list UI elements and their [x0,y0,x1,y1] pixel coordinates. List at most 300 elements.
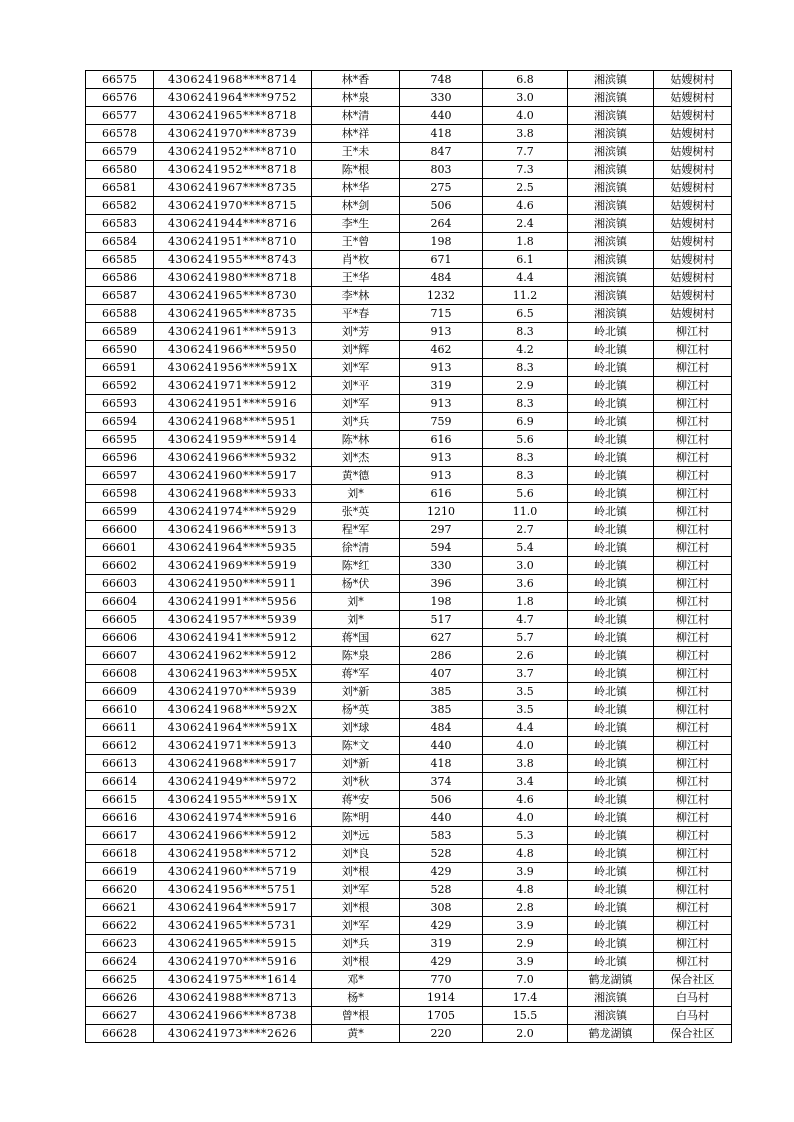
cell-town: 湘滨镇 [568,251,654,269]
table-row [86,179,732,197]
cell-rate: 3.5 [483,683,568,701]
cell-id-number-masked: 4306241969****5919 [154,557,312,575]
table-row [86,107,732,125]
cell-serial-number: 66596 [86,449,154,467]
cell-amount: 1210 [400,503,483,521]
cell-serial-number: 66622 [86,917,154,935]
cell-village: 柳江村 [654,863,732,881]
cell-town: 鹤龙湖镇 [568,1025,654,1043]
cell-town: 湘滨镇 [568,989,654,1007]
cell-village: 白马村 [654,1007,732,1025]
cell-amount: 429 [400,863,483,881]
cell-amount: 913 [400,449,483,467]
cell-town: 岭北镇 [568,647,654,665]
cell-village: 柳江村 [654,593,732,611]
cell-rate: 17.4 [483,989,568,1007]
table-row [86,197,732,215]
cell-serial-number: 66608 [86,665,154,683]
cell-village: 姑嫂树村 [654,143,732,161]
cell-id-number-masked: 4306241968****592X [154,701,312,719]
cell-village: 柳江村 [654,791,732,809]
cell-amount: 198 [400,593,483,611]
cell-rate: 4.6 [483,197,568,215]
cell-person-name-masked: 刘*根 [312,863,400,881]
cell-serial-number: 66591 [86,359,154,377]
cell-id-number-masked: 4306241949****5972 [154,773,312,791]
table-row [86,323,732,341]
cell-id-number-masked: 4306241965****8735 [154,305,312,323]
cell-serial-number: 66595 [86,431,154,449]
cell-amount: 528 [400,845,483,863]
cell-person-name-masked: 曾*根 [312,1007,400,1025]
table-row [86,503,732,521]
cell-person-name-masked: 程*军 [312,521,400,539]
table-row [86,827,732,845]
cell-town: 湘滨镇 [568,89,654,107]
cell-id-number-masked: 4306241968****5951 [154,413,312,431]
cell-serial-number: 66599 [86,503,154,521]
cell-serial-number: 66579 [86,143,154,161]
cell-serial-number: 66593 [86,395,154,413]
cell-person-name-masked: 陈*明 [312,809,400,827]
table-row [86,593,732,611]
cell-id-number-masked: 4306241960****5719 [154,863,312,881]
cell-id-number-masked: 4306241970****5916 [154,953,312,971]
cell-town: 岭北镇 [568,809,654,827]
cell-person-name-masked: 蒋*军 [312,665,400,683]
cell-person-name-masked: 刘*新 [312,683,400,701]
cell-id-number-masked: 4306241966****5912 [154,827,312,845]
cell-person-name-masked: 刘* [312,485,400,503]
cell-town: 岭北镇 [568,431,654,449]
cell-rate: 4.6 [483,791,568,809]
cell-amount: 506 [400,791,483,809]
cell-rate: 1.8 [483,593,568,611]
cell-rate: 3.0 [483,557,568,575]
cell-id-number-masked: 4306241968****5933 [154,485,312,503]
cell-id-number-masked: 4306241952****8710 [154,143,312,161]
cell-id-number-masked: 4306241975****1614 [154,971,312,989]
cell-rate: 7.3 [483,161,568,179]
cell-amount: 627 [400,629,483,647]
cell-rate: 5.4 [483,539,568,557]
cell-village: 柳江村 [654,485,732,503]
cell-village: 柳江村 [654,953,732,971]
cell-rate: 1.8 [483,233,568,251]
cell-village: 姑嫂树村 [654,107,732,125]
cell-rate: 5.7 [483,629,568,647]
cell-town: 岭北镇 [568,323,654,341]
cell-serial-number: 66607 [86,647,154,665]
cell-village: 柳江村 [654,629,732,647]
cell-rate: 6.1 [483,251,568,269]
table-row [86,917,732,935]
cell-serial-number: 66613 [86,755,154,773]
cell-serial-number: 66626 [86,989,154,1007]
cell-amount: 847 [400,143,483,161]
cell-serial-number: 66600 [86,521,154,539]
cell-amount: 264 [400,215,483,233]
cell-serial-number: 66601 [86,539,154,557]
cell-id-number-masked: 4306241958****5712 [154,845,312,863]
cell-village: 姑嫂树村 [654,215,732,233]
cell-village: 柳江村 [654,539,732,557]
cell-serial-number: 66598 [86,485,154,503]
cell-town: 岭北镇 [568,539,654,557]
cell-id-number-masked: 4306241959****5914 [154,431,312,449]
table-row [86,287,732,305]
cell-rate: 3.6 [483,575,568,593]
cell-town: 岭北镇 [568,449,654,467]
cell-amount: 913 [400,395,483,413]
cell-person-name-masked: 杨*英 [312,701,400,719]
cell-person-name-masked: 蒋*安 [312,791,400,809]
cell-amount: 385 [400,683,483,701]
cell-rate: 8.3 [483,467,568,485]
cell-serial-number: 66606 [86,629,154,647]
cell-person-name-masked: 林*清 [312,107,400,125]
table-row [86,269,732,287]
cell-person-name-masked: 邓* [312,971,400,989]
cell-town: 岭北镇 [568,395,654,413]
cell-amount: 913 [400,467,483,485]
table-row [86,629,732,647]
records-table-body [86,71,732,1043]
table-row [86,251,732,269]
cell-town: 湘滨镇 [568,125,654,143]
cell-rate: 7.0 [483,971,568,989]
cell-serial-number: 66592 [86,377,154,395]
cell-id-number-masked: 4306241966****5913 [154,521,312,539]
table-row [86,737,732,755]
cell-village: 柳江村 [654,845,732,863]
table-row [86,989,732,1007]
cell-person-name-masked: 杨* [312,989,400,1007]
cell-person-name-masked: 刘*军 [312,359,400,377]
cell-town: 岭北镇 [568,899,654,917]
cell-person-name-masked: 刘* [312,611,400,629]
cell-village: 姑嫂树村 [654,197,732,215]
cell-amount: 770 [400,971,483,989]
cell-id-number-masked: 4306241941****5912 [154,629,312,647]
cell-town: 岭北镇 [568,341,654,359]
cell-id-number-masked: 4306241964****5917 [154,899,312,917]
cell-rate: 3.7 [483,665,568,683]
cell-amount: 429 [400,917,483,935]
cell-town: 湘滨镇 [568,143,654,161]
cell-person-name-masked: 刘*新 [312,755,400,773]
cell-person-name-masked: 陈*红 [312,557,400,575]
cell-amount: 330 [400,557,483,575]
cell-person-name-masked: 王*未 [312,143,400,161]
cell-town: 岭北镇 [568,881,654,899]
table-row [86,449,732,467]
cell-village: 柳江村 [654,341,732,359]
cell-person-name-masked: 陈*根 [312,161,400,179]
cell-amount: 220 [400,1025,483,1043]
cell-rate: 8.3 [483,449,568,467]
cell-village: 柳江村 [654,359,732,377]
cell-rate: 8.3 [483,359,568,377]
cell-id-number-masked: 4306241980****8718 [154,269,312,287]
cell-serial-number: 66611 [86,719,154,737]
cell-amount: 671 [400,251,483,269]
cell-person-name-masked: 刘*根 [312,953,400,971]
table-row [86,791,732,809]
table-row [86,71,732,89]
cell-rate: 4.0 [483,809,568,827]
table-row [86,845,732,863]
cell-person-name-masked: 刘*球 [312,719,400,737]
cell-amount: 616 [400,485,483,503]
cell-serial-number: 66603 [86,575,154,593]
cell-rate: 3.0 [483,89,568,107]
cell-village: 柳江村 [654,611,732,629]
cell-id-number-masked: 4306241965****8730 [154,287,312,305]
cell-serial-number: 66625 [86,971,154,989]
cell-id-number-masked: 4306241961****5913 [154,323,312,341]
cell-town: 湘滨镇 [568,179,654,197]
records-table [85,70,732,1043]
cell-town: 岭北镇 [568,413,654,431]
cell-rate: 3.5 [483,701,568,719]
cell-amount: 913 [400,359,483,377]
table-row [86,665,732,683]
cell-amount: 1914 [400,989,483,1007]
cell-rate: 2.6 [483,647,568,665]
cell-serial-number: 66616 [86,809,154,827]
cell-town: 岭北镇 [568,467,654,485]
cell-serial-number: 66619 [86,863,154,881]
cell-id-number-masked: 4306241962****5912 [154,647,312,665]
table-row [86,521,732,539]
cell-amount: 374 [400,773,483,791]
cell-id-number-masked: 4306241967****8735 [154,179,312,197]
cell-amount: 198 [400,233,483,251]
table-row [86,935,732,953]
cell-id-number-masked: 4306241973****2626 [154,1025,312,1043]
cell-rate: 6.9 [483,413,568,431]
cell-serial-number: 66627 [86,1007,154,1025]
cell-serial-number: 66615 [86,791,154,809]
table-row [86,341,732,359]
cell-id-number-masked: 4306241963****595X [154,665,312,683]
cell-amount: 297 [400,521,483,539]
cell-amount: 1705 [400,1007,483,1025]
cell-town: 湘滨镇 [568,287,654,305]
cell-amount: 1232 [400,287,483,305]
cell-amount: 506 [400,197,483,215]
cell-town: 湘滨镇 [568,71,654,89]
cell-amount: 418 [400,755,483,773]
cell-amount: 429 [400,953,483,971]
cell-id-number-masked: 4306241966****8738 [154,1007,312,1025]
cell-town: 岭北镇 [568,773,654,791]
cell-serial-number: 66614 [86,773,154,791]
cell-person-name-masked: 蒋*国 [312,629,400,647]
table-row [86,233,732,251]
cell-id-number-masked: 4306241988****8713 [154,989,312,1007]
cell-town: 岭北镇 [568,845,654,863]
cell-town: 岭北镇 [568,485,654,503]
cell-rate: 7.7 [483,143,568,161]
cell-rate: 3.4 [483,773,568,791]
cell-id-number-masked: 4306241971****5912 [154,377,312,395]
cell-serial-number: 66594 [86,413,154,431]
cell-rate: 3.8 [483,755,568,773]
cell-person-name-masked: 林*华 [312,179,400,197]
cell-id-number-masked: 4306241971****5913 [154,737,312,755]
cell-village: 姑嫂树村 [654,251,732,269]
cell-id-number-masked: 4306241974****5929 [154,503,312,521]
cell-serial-number: 66590 [86,341,154,359]
cell-town: 岭北镇 [568,359,654,377]
cell-town: 岭北镇 [568,791,654,809]
cell-rate: 8.3 [483,395,568,413]
cell-town: 湘滨镇 [568,107,654,125]
cell-town: 岭北镇 [568,503,654,521]
cell-person-name-masked: 刘*远 [312,827,400,845]
cell-rate: 6.8 [483,71,568,89]
cell-village: 柳江村 [654,881,732,899]
cell-id-number-masked: 4306241957****5939 [154,611,312,629]
cell-id-number-masked: 4306241960****5917 [154,467,312,485]
cell-id-number-masked: 4306241964****5935 [154,539,312,557]
cell-village: 柳江村 [654,431,732,449]
cell-serial-number: 66628 [86,1025,154,1043]
cell-person-name-masked: 陈*泉 [312,647,400,665]
cell-village: 柳江村 [654,935,732,953]
cell-village: 柳江村 [654,323,732,341]
cell-town: 岭北镇 [568,611,654,629]
cell-rate: 3.9 [483,953,568,971]
table-row [86,647,732,665]
cell-serial-number: 66577 [86,107,154,125]
table-row [86,863,732,881]
cell-id-number-masked: 4306241955****8743 [154,251,312,269]
cell-rate: 2.7 [483,521,568,539]
cell-id-number-masked: 4306241968****5917 [154,755,312,773]
cell-serial-number: 66581 [86,179,154,197]
cell-serial-number: 66623 [86,935,154,953]
cell-village: 柳江村 [654,773,732,791]
cell-rate: 15.5 [483,1007,568,1025]
cell-person-name-masked: 王*华 [312,269,400,287]
table-row [86,215,732,233]
cell-amount: 759 [400,413,483,431]
cell-id-number-masked: 4306241965****8718 [154,107,312,125]
cell-amount: 715 [400,305,483,323]
cell-amount: 440 [400,809,483,827]
cell-amount: 275 [400,179,483,197]
cell-person-name-masked: 黄* [312,1025,400,1043]
cell-rate: 5.6 [483,485,568,503]
table-row [86,773,732,791]
table-row [86,143,732,161]
cell-id-number-masked: 4306241964****9752 [154,89,312,107]
cell-village: 姑嫂树村 [654,305,732,323]
cell-village: 柳江村 [654,557,732,575]
table-row [86,413,732,431]
cell-person-name-masked: 徐*清 [312,539,400,557]
cell-rate: 4.2 [483,341,568,359]
cell-serial-number: 66621 [86,899,154,917]
cell-town: 岭北镇 [568,377,654,395]
cell-amount: 440 [400,737,483,755]
cell-village: 姑嫂树村 [654,71,732,89]
cell-village: 柳江村 [654,395,732,413]
cell-village: 姑嫂树村 [654,125,732,143]
cell-person-name-masked: 刘*根 [312,899,400,917]
cell-village: 姑嫂树村 [654,89,732,107]
table-row [86,89,732,107]
table-row [86,1007,732,1025]
table-row [86,701,732,719]
cell-village: 姑嫂树村 [654,233,732,251]
cell-serial-number: 66602 [86,557,154,575]
cell-village: 柳江村 [654,503,732,521]
cell-rate: 4.8 [483,881,568,899]
cell-id-number-masked: 4306241991****5956 [154,593,312,611]
cell-village: 保合社区 [654,1025,732,1043]
cell-amount: 319 [400,935,483,953]
cell-town: 湘滨镇 [568,233,654,251]
cell-person-name-masked: 林*祥 [312,125,400,143]
cell-serial-number: 66620 [86,881,154,899]
cell-town: 岭北镇 [568,575,654,593]
table-row [86,611,732,629]
cell-rate: 3.9 [483,863,568,881]
cell-rate: 5.3 [483,827,568,845]
table-row [86,683,732,701]
cell-amount: 583 [400,827,483,845]
cell-amount: 484 [400,719,483,737]
table-row [86,719,732,737]
cell-amount: 440 [400,107,483,125]
cell-town: 湘滨镇 [568,197,654,215]
cell-serial-number: 66617 [86,827,154,845]
cell-serial-number: 66586 [86,269,154,287]
cell-person-name-masked: 陈*文 [312,737,400,755]
table-row [86,467,732,485]
cell-amount: 462 [400,341,483,359]
cell-person-name-masked: 林*泉 [312,89,400,107]
cell-town: 岭北镇 [568,521,654,539]
cell-serial-number: 66584 [86,233,154,251]
cell-town: 岭北镇 [568,593,654,611]
table-row [86,575,732,593]
cell-village: 柳江村 [654,575,732,593]
cell-amount: 385 [400,701,483,719]
cell-serial-number: 66582 [86,197,154,215]
cell-town: 湘滨镇 [568,305,654,323]
cell-person-name-masked: 王*曾 [312,233,400,251]
cell-person-name-masked: 刘*兵 [312,935,400,953]
cell-amount: 319 [400,377,483,395]
cell-village: 柳江村 [654,809,732,827]
cell-village: 柳江村 [654,719,732,737]
cell-amount: 748 [400,71,483,89]
cell-town: 岭北镇 [568,683,654,701]
table-row [86,809,732,827]
cell-person-name-masked: 刘*良 [312,845,400,863]
table-row [86,1025,732,1043]
cell-id-number-masked: 4306241944****8716 [154,215,312,233]
cell-town: 湘滨镇 [568,215,654,233]
cell-rate: 6.5 [483,305,568,323]
cell-village: 柳江村 [654,449,732,467]
cell-amount: 330 [400,89,483,107]
